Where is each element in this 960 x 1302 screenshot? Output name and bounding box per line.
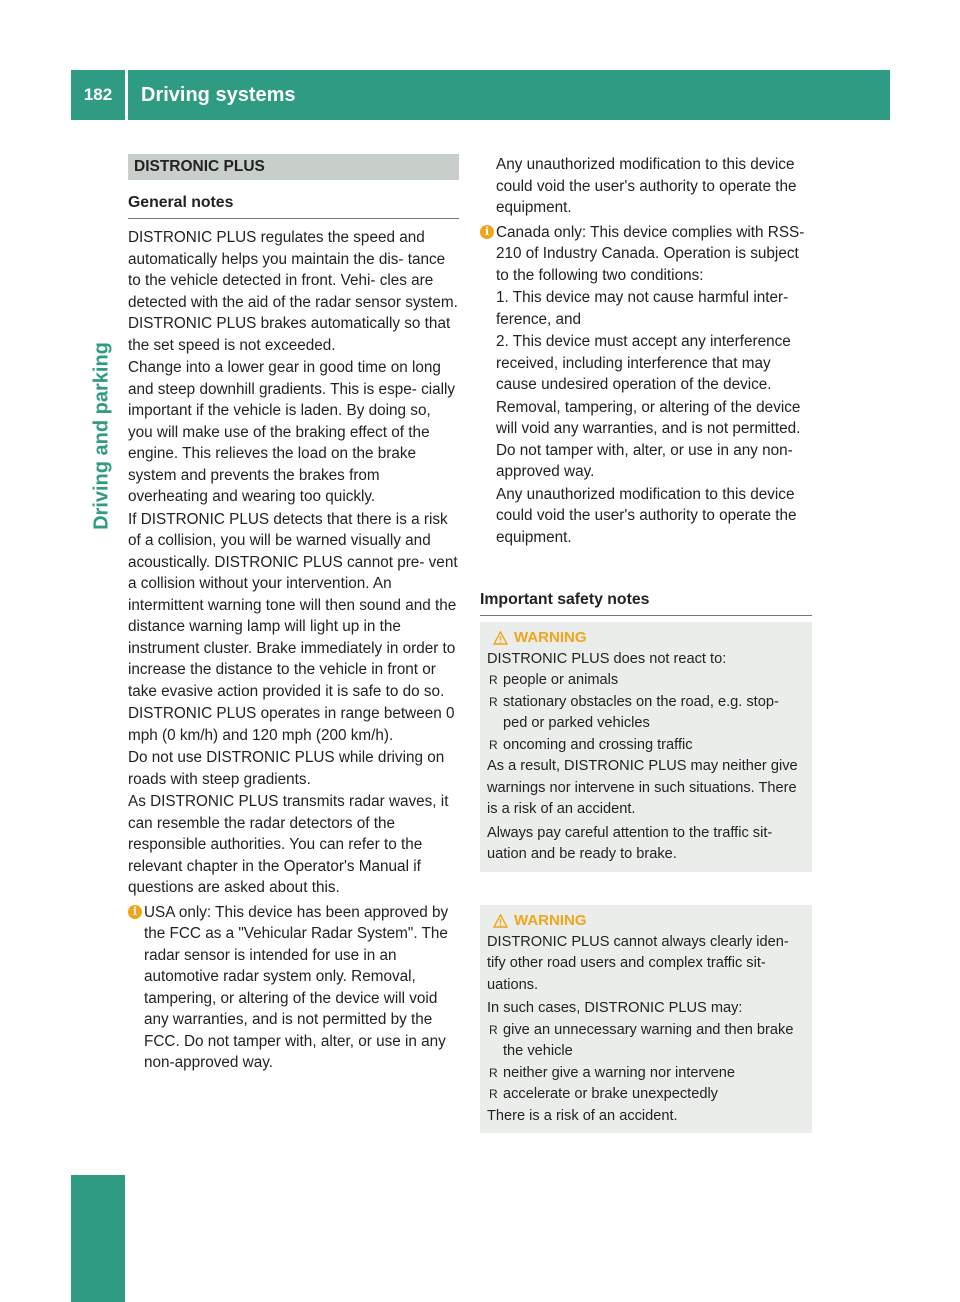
canada-note-text: Canada only: This device complies with RSS-210 of Industry Canada. Operation is subject to the following two conditions:: [496, 223, 805, 284]
paragraph: Do not use DISTRONIC PLUS while driving on roads with steep gradients.: [128, 749, 445, 788]
list-item: [487, 670, 805, 692]
warning-result: As a result, DISTRONIC PLUS may neither give warnings nor intervene in such situations. There is a risk of an accident.: [487, 758, 798, 817]
warning-advice: Always pay careful attention to the traffic sit- uation and be ready to brake.: [487, 824, 773, 862]
general-notes-body: [128, 227, 459, 1075]
bullet-marker: R: [489, 1087, 498, 1101]
list-item: [487, 735, 805, 757]
warning-intro: DISTRONIC PLUS cannot always clearly iden- tify other road users and complex traffic sit- uations.: [487, 933, 789, 993]
sidebar-chapter-tab: [82, 176, 122, 696]
usa-note-text: USA only: This device has been approved by the FCC as a "Vehicular Radar System". The radar sensor is intended for use in an automotive radar system only. Removal, tampering, or altering of the device will void any warranties, and is not permitted by the FCC. Do not tamper with, alter, or use in any non-approved way.: [144, 903, 449, 1071]
bullet-marker: R: [489, 1065, 498, 1080]
list-item: [487, 692, 805, 735]
list-item-text: stationary obstacles on the road, e.g. stop- ped or parked vehicles: [503, 693, 779, 731]
warning-triangle-icon: [493, 631, 508, 645]
paragraph: As DISTRONIC PLUS transmits radar waves, it can resemble the radar detectors of the responsible authorities. You can refer to the relevant chapter in the Operator's Manual if questions are asked about this.: [128, 793, 449, 896]
bullet-marker: R: [489, 694, 498, 709]
warning-title: [493, 627, 805, 649]
chapter-title: Driving systems: [141, 84, 296, 106]
list-item: [487, 1063, 805, 1085]
paragraph: Any unauthorized modification to this device could void the user's authority to operate the equipment.: [496, 156, 797, 216]
warning-box-2: [480, 905, 812, 1133]
condition-1: 1. This device may not cause harmful inter- ference, and: [496, 289, 789, 328]
warning-label: WARNING: [514, 629, 587, 646]
bullet-marker: R: [489, 737, 498, 752]
page-number: 182: [83, 85, 113, 104]
paragraph: If DISTRONIC PLUS detects that there is a risk of a collision, you will be warned visually and acoustically. DISTRONIC PLUS cannot pre- vent a collision without your intervention. An intermittent warning tone will then sound and the distance warning lamp will light up in the instrument cluster. Brake immediately in order to increase the distance to the vehicle in front or take evasive action provided it is safe to do so.: [128, 510, 458, 700]
general-notes-heading: General notes: [128, 192, 459, 219]
usa-note: [128, 902, 459, 1074]
paragraph: DISTRONIC PLUS operates in range between 0 mph (0 km/h) and 120 mph (200 km/h).: [128, 705, 455, 744]
info-icon: i: [480, 225, 494, 239]
bullet-marker: R: [489, 673, 498, 687]
list-item: [487, 1020, 805, 1063]
list-item-text: people or animals: [503, 672, 619, 688]
paragraph: DISTRONIC PLUS regulates the speed and automatically helps you maintain the dis- tance to the vehicle detected in front. Vehi- cles are detected with the aid of the radar sensor system. DISTRONIC PLUS brakes automatically so that the set speed is not exceeded.: [128, 229, 458, 354]
list-item-text: accelerate or brake unexpectedly: [503, 1086, 718, 1102]
canada-note: [480, 222, 812, 287]
paragraph: Removal, tampering, or altering of the device will void any warranties, and is not permitted. Do not tamper with, alter, or use in any non-approved way.: [496, 398, 801, 480]
header-divider: [125, 70, 128, 120]
condition-2: 2. This device must accept any interference received, including interference that may cause undesired operation of the device.: [496, 333, 791, 393]
info-icon: i: [128, 905, 142, 919]
warning-title: [493, 910, 805, 932]
sidebar-label: Driving and parking: [90, 342, 113, 530]
bullet-marker: R: [489, 1022, 498, 1037]
warning-risk: There is a risk of an accident.: [487, 1107, 678, 1124]
warning-label: WARNING: [514, 912, 587, 929]
warning-may: In such cases, DISTRONIC PLUS may:: [487, 1000, 743, 1016]
list-item-text: give an unnecessary warning and then brake the vehicle: [503, 1021, 794, 1059]
safety-notes-heading: Important safety notes: [480, 589, 812, 616]
warning-intro: DISTRONIC PLUS does not react to:: [487, 650, 727, 667]
list-item: [487, 1084, 805, 1106]
page-header: [71, 70, 890, 120]
paragraph: Any unauthorized modification to this device could void the user's authority to operate the equipment.: [496, 485, 797, 546]
section-title: DISTRONIC PLUS: [128, 154, 459, 180]
list-item-text: neither give a warning nor intervene: [503, 1064, 736, 1081]
fcc-notes: [480, 154, 812, 549]
warning-box-1: [480, 622, 812, 872]
list-item-text: oncoming and crossing traffic: [503, 736, 693, 753]
warning-triangle-icon: [493, 914, 508, 928]
paragraph: Change into a lower gear in good time on long and steep downhill gradients. This is espe- cially important if the vehicle is laden. By doing so, you will make use of the braking effect of the engine. This relieves the load on the brake system and prevents the brakes from overheating and wearing too quickly.: [128, 359, 456, 505]
sidebar-marker: [71, 1175, 125, 1302]
